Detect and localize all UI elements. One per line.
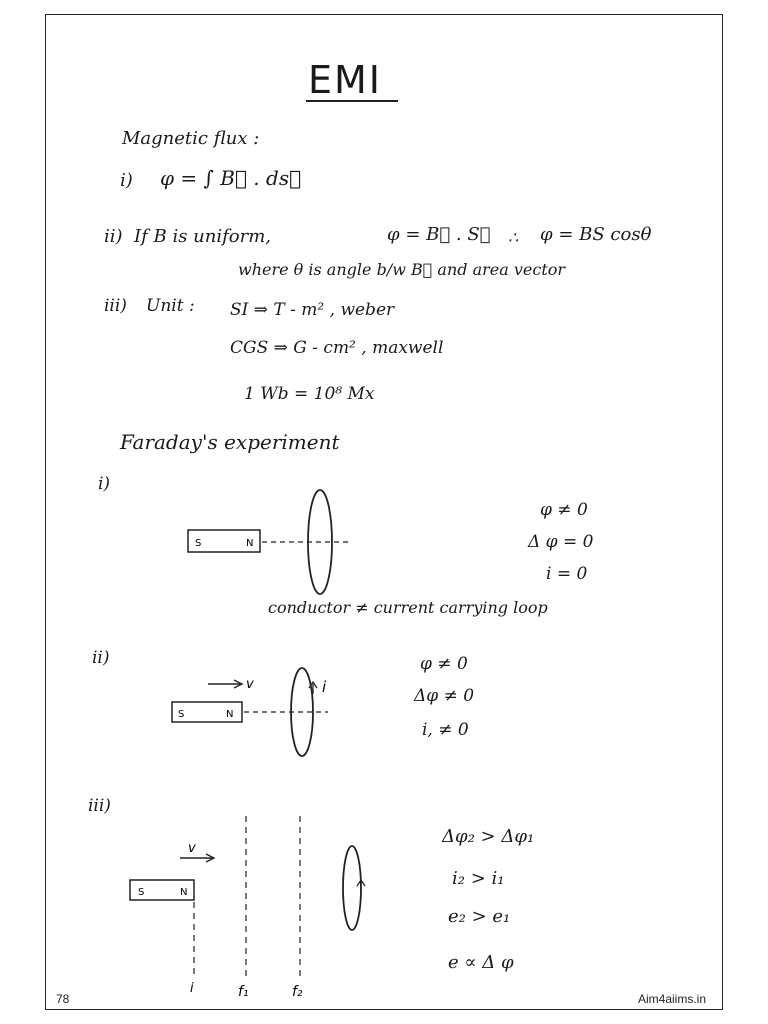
- exp2-eq2: Δφ ≠ 0: [414, 686, 475, 706]
- exp1-magnet-s: S: [195, 538, 202, 549]
- flux-item2-where: where θ is angle b/w B⃗ and area vector: [238, 260, 566, 279]
- exp2-magnet-s: S: [178, 709, 185, 720]
- exp2-eq3: i, ≠ 0: [422, 720, 469, 740]
- page-number: 78: [56, 992, 70, 1006]
- flux-item1-number: i): [120, 170, 133, 191]
- exp3-magnet-s: S: [138, 887, 145, 898]
- exp3-eq1: Δφ₂ > Δφ₁: [442, 826, 535, 847]
- exp1-eq2: Δ φ = 0: [528, 532, 594, 552]
- exp3-diagram: [120, 810, 380, 1010]
- site-credit: Aim4aiims.in: [638, 992, 707, 1006]
- exp3-eq4: e ∝ Δ φ: [448, 952, 514, 973]
- exp2-magnet-n: N: [226, 709, 234, 720]
- exp3-eq3: e₂ > e₁: [448, 906, 511, 927]
- unit-label: Unit :: [146, 296, 195, 316]
- exp3-loop: [343, 846, 361, 930]
- exp1-eq1: φ ≠ 0: [540, 500, 588, 520]
- exp3-velocity-label: v: [188, 841, 196, 856]
- exp3-label-f1: f₁: [238, 984, 249, 1000]
- cgs-unit-line: CGS ⇒ G - cm² , maxwell: [230, 338, 444, 358]
- exp3-label-i: i: [190, 981, 194, 996]
- exp1-caption: conductor ≠ current carrying loop: [268, 598, 548, 617]
- exp3-label-f2: f₂: [292, 984, 303, 1000]
- exp2-number: ii): [92, 648, 110, 668]
- faraday-heading: Faraday's experiment: [120, 430, 340, 454]
- exp1-diagram: [180, 490, 360, 600]
- si-unit-line: SI ⇒ T - m² , weber: [230, 300, 395, 320]
- exp2-current-label: i: [322, 678, 327, 696]
- therefore-symbol: ∴: [508, 228, 519, 247]
- exp1-magnet-n: N: [246, 538, 254, 549]
- flux-item1-formula: φ = ∫ B⃗ . ds⃗: [160, 166, 302, 190]
- flux-item2-formula2: φ = BS cosθ: [540, 224, 652, 245]
- flux-item2-number: ii): [104, 226, 123, 247]
- exp1-number: i): [98, 474, 111, 494]
- exp2-velocity-label: v: [246, 677, 254, 692]
- exp3-number: iii): [88, 796, 111, 816]
- title-underline: [306, 100, 398, 102]
- exp2-diagram: [166, 660, 346, 770]
- page-title: EMI: [308, 58, 383, 102]
- exp3-eq2: i₂ > i₁: [452, 868, 505, 889]
- flux-item2-formula1: φ = B⃗ . S⃗: [387, 224, 491, 245]
- flux-heading: Magnetic flux :: [122, 128, 260, 149]
- exp2-eq1: φ ≠ 0: [420, 654, 468, 674]
- flux-item2-text: If B is uniform,: [134, 226, 271, 247]
- unit-conversion: 1 Wb = 10⁸ Mx: [244, 384, 375, 404]
- exp1-eq3: i = 0: [546, 564, 588, 584]
- flux-item3-number: iii): [104, 296, 127, 316]
- exp3-magnet-n: N: [180, 887, 188, 898]
